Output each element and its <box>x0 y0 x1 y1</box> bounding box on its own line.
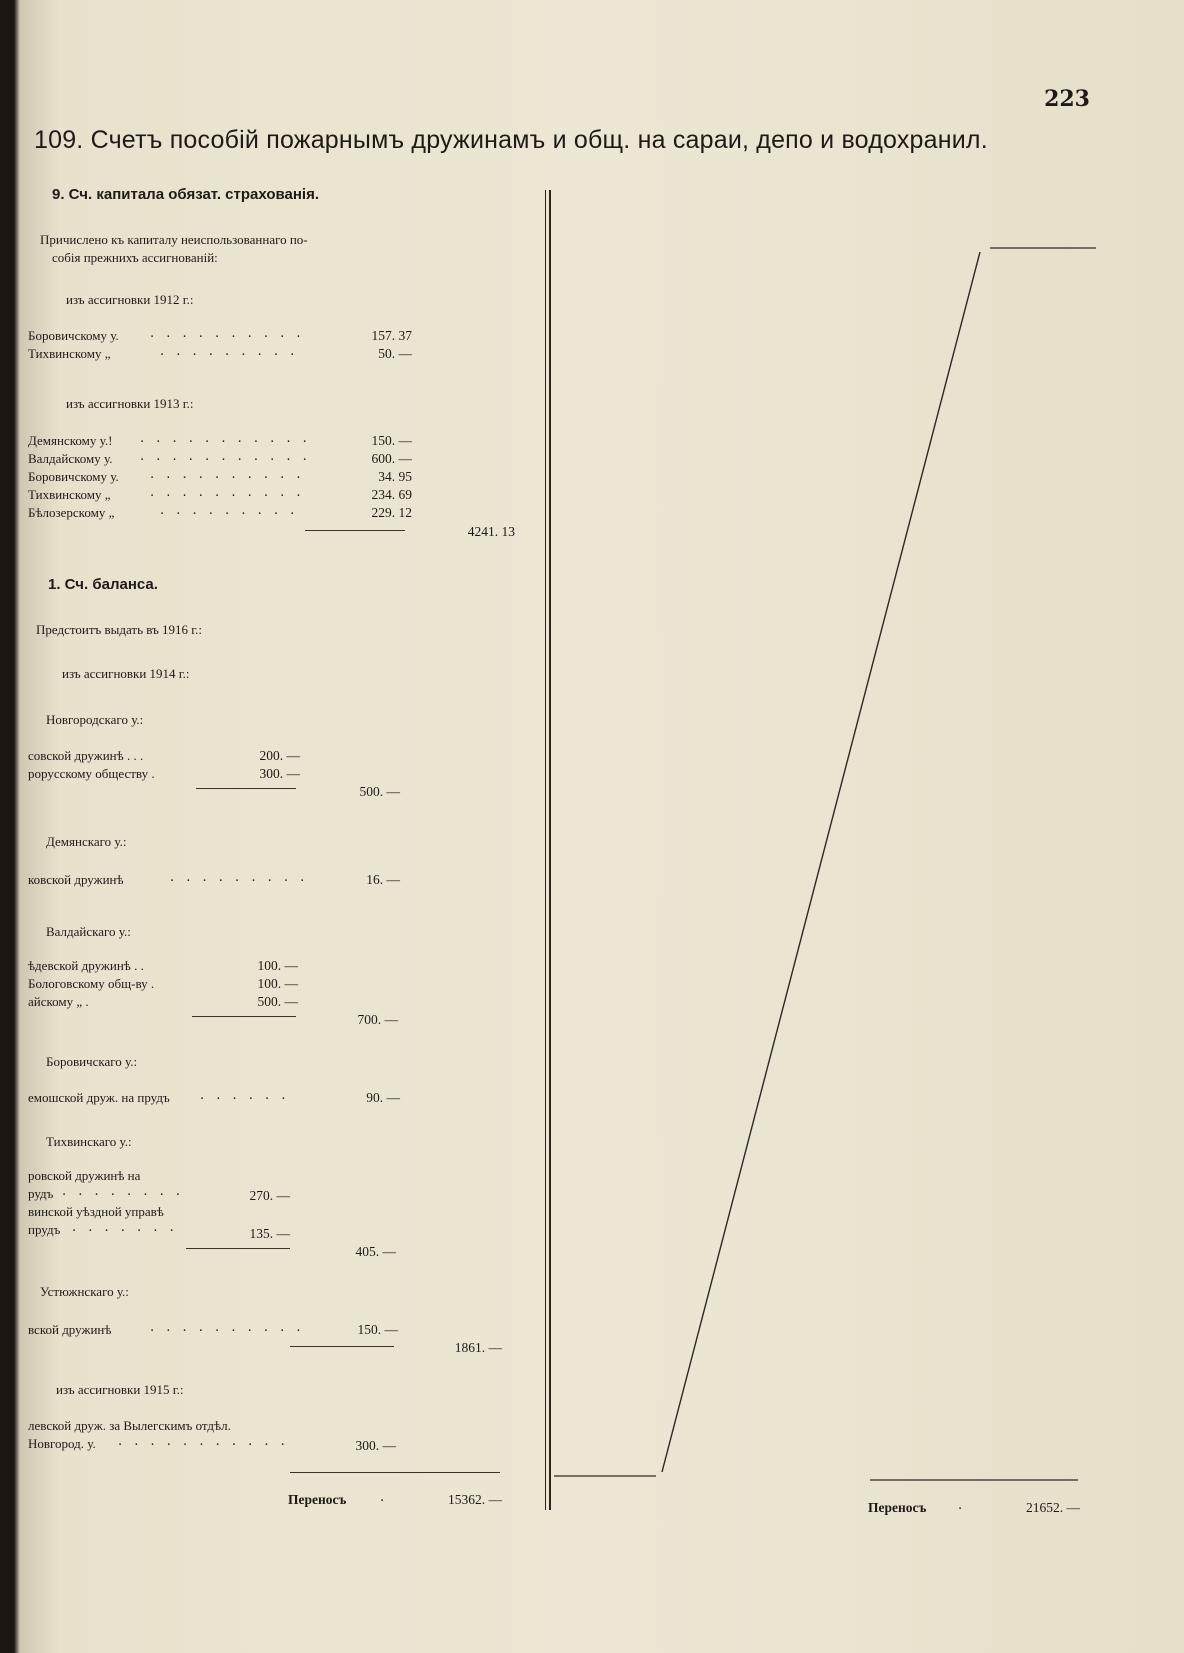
row-value: 300. — <box>355 1438 396 1453</box>
row-label: ковской дружинѣ <box>28 872 124 887</box>
row-value: 90. — <box>366 1090 400 1105</box>
district-heading-borovichi: Боровичскаго у.: <box>46 1054 138 1069</box>
row-label: айскому „ . <box>28 994 89 1009</box>
subheading-1914: изъ ассигновки 1914 г.: <box>62 666 190 681</box>
row-value: 157. 37 <box>371 328 412 343</box>
row-label: левской друж. за Вылегскимъ отдѣл. <box>28 1418 231 1433</box>
row-value: 50. — <box>378 346 412 361</box>
row-label: рорусскому обществу . <box>28 766 155 781</box>
row-label: Бѣлозерскому „ <box>28 505 115 520</box>
subheading-1915: изъ ассигновки 1915 г.: <box>56 1382 184 1397</box>
sum-rule <box>186 1248 290 1249</box>
row-label: Боровичскому у. <box>28 328 119 343</box>
leader-dots: . <box>958 1498 967 1513</box>
row-value: 16. — <box>366 872 400 887</box>
row-label-cont: прудъ <box>28 1222 61 1237</box>
sum-rule <box>305 530 405 531</box>
row-label: Тихвинскому „ <box>28 346 111 361</box>
district-heading-tikhvin: Тихвинскаго у.: <box>46 1134 132 1149</box>
row-value: 100. — <box>257 976 298 991</box>
district-heading-novgorod: Новгородскаго у.: <box>46 712 144 727</box>
leader-dots: . . . . . . . <box>72 1220 178 1235</box>
row-label: вской дружинѣ <box>28 1322 112 1337</box>
page-title: 109. Счетъ пособій пожарнымъ дружинамъ и общ. на сараи, депо и водохранил. <box>34 126 988 154</box>
carry-right-label: Переносъ <box>868 1500 927 1515</box>
district-heading-valday: Валдайскаго у.: <box>46 924 131 939</box>
row-label: ровской дружинѣ на <box>28 1168 141 1183</box>
leader-dots: . . . . . . . . . . <box>150 485 305 500</box>
page-number: 223 <box>1044 86 1090 112</box>
row-label: емошской друж. на прудъ <box>28 1090 170 1105</box>
section-balance-1914-total: 1861. — <box>454 1340 502 1355</box>
row-value: 234. 69 <box>371 487 412 502</box>
row-label: Демянскому у.! <box>28 433 113 448</box>
column-divider-inner <box>549 190 551 1510</box>
row-label: винской уѣздной управѣ <box>28 1204 164 1219</box>
sum-rule <box>192 1016 296 1017</box>
row-value: 200. — <box>259 748 300 763</box>
leader-dots: . . . . . . . . . . <box>150 467 305 482</box>
leader-dots: . . . . . . . . . . <box>150 326 305 341</box>
row-value: 229. 12 <box>371 505 412 520</box>
section-insurance-total: 4241. 13 <box>467 524 515 539</box>
subheading-1913: изъ ассигновки 1913 г.: <box>66 396 194 411</box>
row-label: Боровичскому у. <box>28 469 119 484</box>
carry-left-value: 15362. — <box>448 1492 502 1507</box>
row-label: Валдайскому у. <box>28 451 113 466</box>
row-value: 150. — <box>357 1322 398 1337</box>
row-label-cont: Новгород. у. <box>28 1436 96 1451</box>
row-label-cont: рудъ <box>28 1186 54 1201</box>
district-subtotal: 500. — <box>359 784 400 799</box>
leader-dots: . . . . . . . . . <box>160 344 299 359</box>
section-insurance-heading: 9. Сч. капитала обязат. страхованія. <box>52 186 319 203</box>
district-subtotal: 700. — <box>357 1012 398 1027</box>
row-label: совской дружинѣ . . . <box>28 748 144 763</box>
leader-dots: . . . . . . <box>200 1088 290 1103</box>
row-value: 100. — <box>257 958 298 973</box>
row-value: 600. — <box>371 451 412 466</box>
leader-dots: . . . . . . . . . <box>160 503 299 518</box>
row-value: 34. 95 <box>378 469 412 484</box>
section-insurance-intro-2: собія прежнихъ ассигнованій: <box>52 250 218 265</box>
district-heading-demyansk: Демянскаго у.: <box>46 834 127 849</box>
leader-dots: . <box>380 1490 389 1505</box>
leader-dots: . . . . . . . . . . . <box>118 1434 289 1449</box>
carry-right-value: 21652. — <box>1026 1500 1080 1515</box>
row-value: 150. — <box>371 433 412 448</box>
carry-left-label: Переносъ <box>288 1492 347 1507</box>
sum-rule <box>196 788 296 789</box>
section-insurance-intro-1: Причислено къ капиталу неиспользованнаго по- <box>40 232 308 247</box>
row-label: ѣдевской дружинѣ . . <box>28 958 144 973</box>
leader-dots: . . . . . . . . <box>62 1184 184 1199</box>
column-divider <box>545 190 546 1510</box>
leader-dots: . . . . . . . . . . . <box>140 431 311 446</box>
district-heading-ustyuzhna: Устюжнскаго у.: <box>40 1284 129 1299</box>
row-value: 300. — <box>259 766 300 781</box>
leader-dots: . . . . . . . . . <box>170 870 309 885</box>
subheading-1912: изъ ассигновки 1912 г.: <box>66 292 194 307</box>
leader-dots: . . . . . . . . . . . <box>140 449 311 464</box>
section-balance-heading: 1. Сч. баланса. <box>48 576 158 593</box>
district-subtotal: 405. — <box>355 1244 396 1259</box>
leader-dots: . . . . . . . . . . <box>150 1320 305 1335</box>
row-value: 270. — <box>249 1188 290 1203</box>
carry-rule-left <box>290 1472 500 1473</box>
sum-rule <box>290 1346 394 1347</box>
row-label: Бологовскому общ-ву . <box>28 976 155 991</box>
row-value: 135. — <box>249 1226 290 1241</box>
row-value: 500. — <box>257 994 298 1009</box>
row-label: Тихвинскому „ <box>28 487 111 502</box>
section-balance-intro: Предстоитъ выдать въ 1916 г.: <box>36 622 203 637</box>
